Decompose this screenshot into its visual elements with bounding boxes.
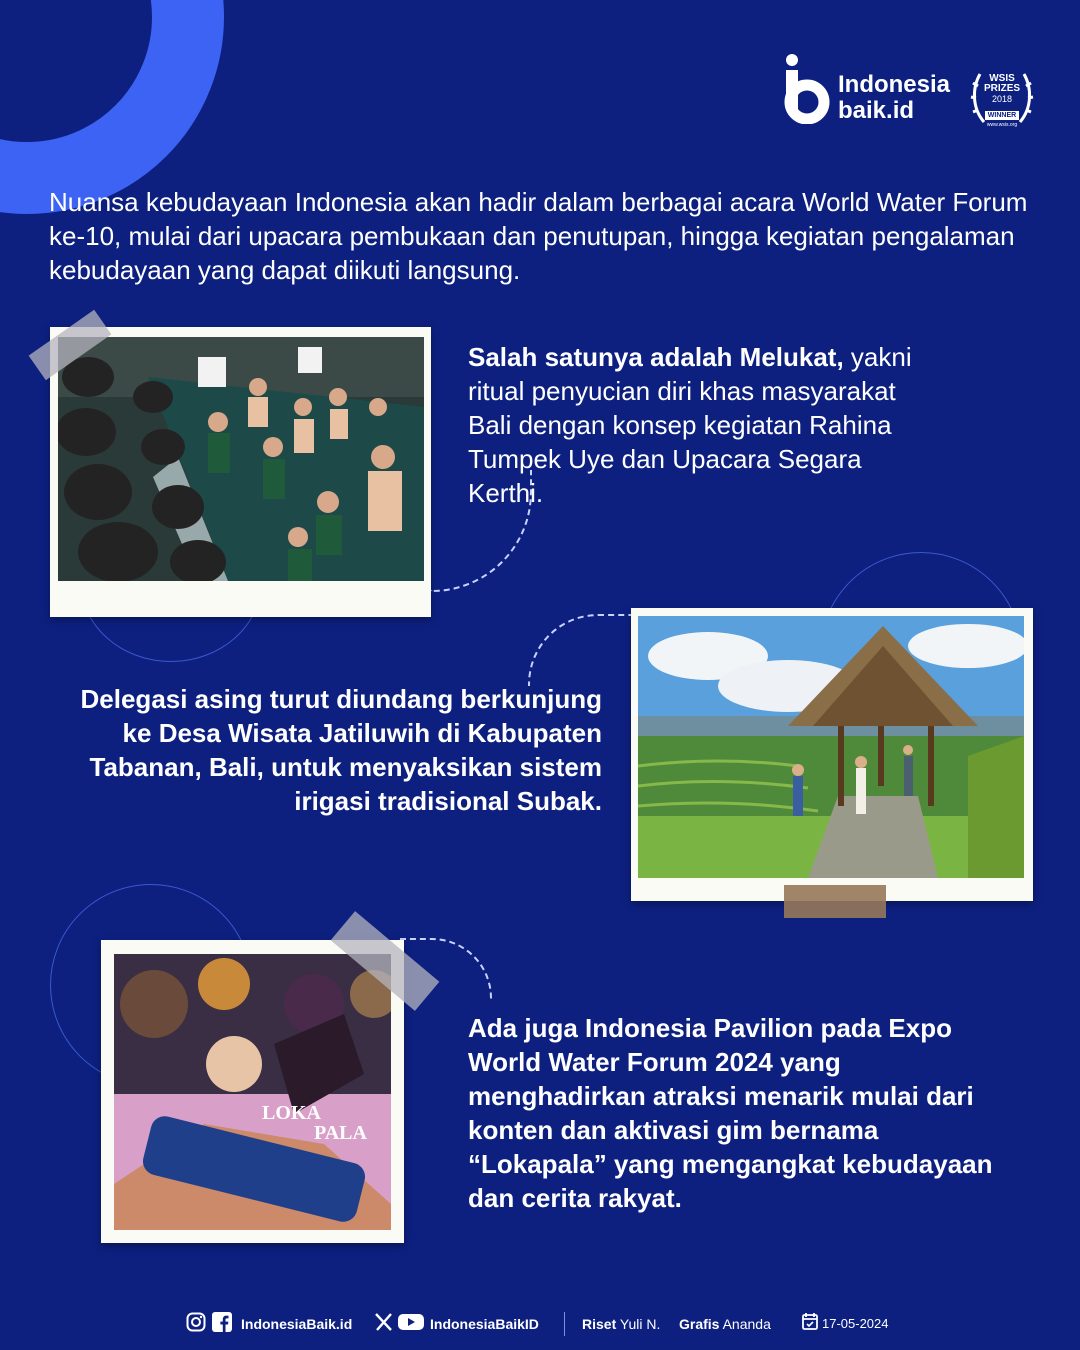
brand-logo bbox=[782, 52, 1042, 136]
section2-text bbox=[62, 682, 602, 818]
tape-decoration bbox=[784, 885, 886, 918]
brand-line2: baik.id bbox=[838, 97, 915, 124]
corner-arc-decoration bbox=[0, 0, 224, 214]
award-url: www.wsis.org bbox=[986, 122, 1018, 128]
footer-bar bbox=[0, 1310, 1080, 1340]
section1-rest: yakni ritual penyucian diri khas masyarakat Bali dengan konsep kegiatan Rahina Tumpek Uye dan Upacara Segara Kerthi. bbox=[468, 342, 912, 508]
facebook-icon bbox=[212, 1312, 232, 1332]
lokapala-photo bbox=[114, 954, 391, 1230]
photo-frame-melukat bbox=[50, 327, 431, 617]
section2-body: Delegasi asing turut diundang berkunjung ke Desa Wisata Jatiluwih di Kabupaten Tabanan, Bali, untuk menyaksikan sistem irigasi tradisional Subak. bbox=[80, 684, 602, 816]
grafis-name: Ananda bbox=[722, 1316, 771, 1332]
brand-wordmark bbox=[838, 72, 950, 124]
lokapala-illustration bbox=[114, 954, 391, 1230]
instagram-icon bbox=[186, 1312, 206, 1332]
wsis-award-badge bbox=[970, 66, 1034, 132]
indonesiabaik-b-icon bbox=[782, 52, 832, 124]
section1-text bbox=[468, 340, 938, 510]
award-line2: PRIZES bbox=[983, 83, 1021, 94]
calendar-icon bbox=[802, 1312, 818, 1330]
riset-label: Riset bbox=[582, 1316, 617, 1332]
grafis-label: Grafis bbox=[679, 1316, 720, 1332]
x-twitter-icon bbox=[374, 1312, 394, 1332]
melukat-photo bbox=[58, 337, 424, 581]
footer-handle-x-yt[interactable]: IndonesiaBaikID bbox=[430, 1316, 539, 1332]
footer-handle-ig-fb[interactable]: IndonesiaBaik.id bbox=[241, 1316, 353, 1332]
photo-frame-lokapala bbox=[101, 940, 404, 1243]
youtube-icon bbox=[398, 1312, 424, 1332]
dashed-connector bbox=[528, 614, 640, 686]
riset-name: Yuli N. bbox=[619, 1316, 661, 1332]
jatiluwih-photo bbox=[638, 616, 1024, 878]
footer-grafis bbox=[679, 1316, 771, 1332]
award-line4: WINNER bbox=[985, 111, 1019, 120]
melukat-illustration bbox=[58, 337, 424, 581]
footer-riset bbox=[582, 1316, 660, 1332]
game-logo-loka: LOKA bbox=[262, 1102, 321, 1124]
section1-bold: Salah satunya adalah Melukat, bbox=[468, 342, 844, 372]
section3-body: Ada juga Indonesia Pavilion pada Expo World Water Forum 2024 yang menghadirkan atraksi menarik mulai dari konten dan aktivasi gim bernama “Lokapala” yang mengangkat kebudayaan dan cerita rakyat. bbox=[468, 1013, 993, 1213]
footer-date: 17-05-2024 bbox=[822, 1316, 889, 1331]
jatiluwih-illustration bbox=[638, 616, 1024, 878]
intro-paragraph: Nuansa kebudayaan Indonesia akan hadir dalam berbagai acara World Water Forum ke-10, mulai dari upacara pembukaan dan penutupan, hingga kegiatan pengalaman kebudayaan yang dapat diikuti langsung. bbox=[49, 187, 1028, 285]
photo-frame-jatiluwih bbox=[631, 608, 1033, 901]
section3-text bbox=[468, 1011, 1008, 1215]
footer-divider bbox=[564, 1312, 565, 1336]
game-logo-pala: PALA bbox=[314, 1122, 367, 1144]
award-line3: 2018 bbox=[991, 94, 1013, 104]
brand-line1: Indonesia bbox=[838, 71, 951, 98]
award-line1: WSIS bbox=[989, 73, 1015, 84]
